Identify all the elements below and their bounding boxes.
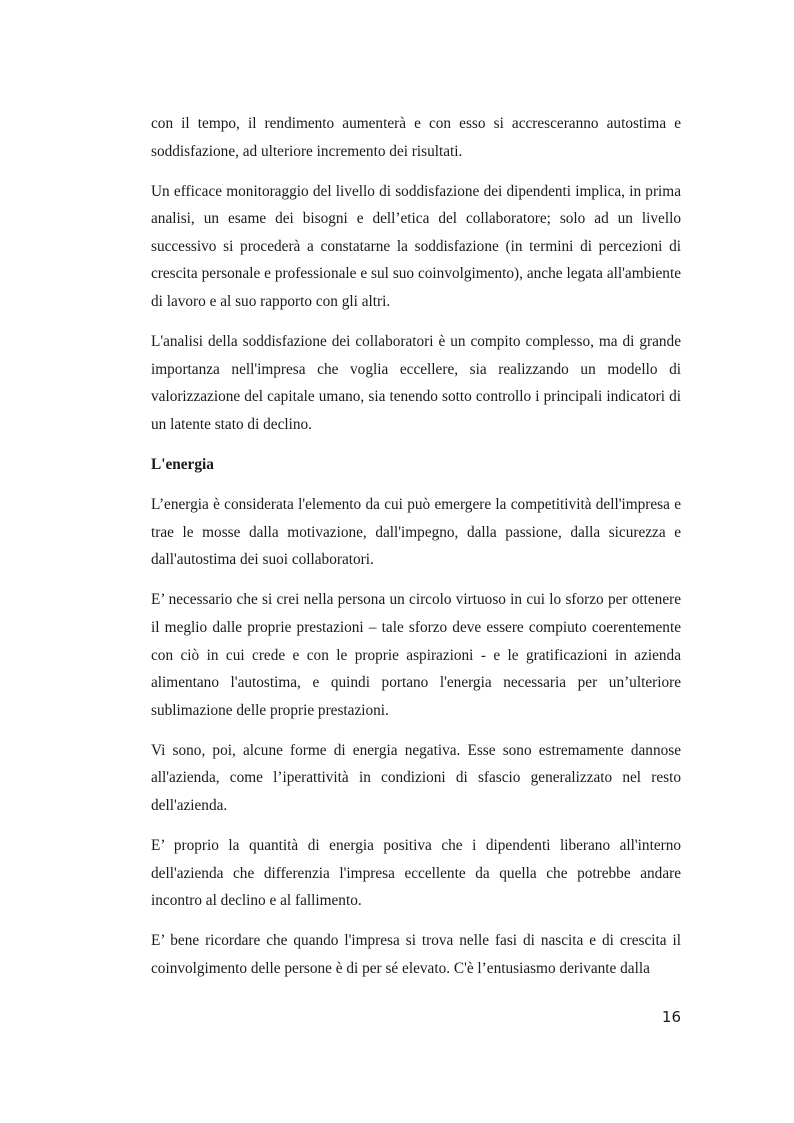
paragraph: Vi sono, poi, alcune forme di energia negativa. Esse sono estremamente dannose all'azienda, come l’iperattività in condizioni di sfascio generalizzato nel resto dell'azienda. — [151, 741, 681, 815]
section-heading: L'energia — [151, 456, 214, 474]
paragraph: L'analisi della soddisfazione dei collaboratori è un compito complesso, ma di grande importanza nell'impresa che voglia eccellere, sia realizzando un modello di valorizzazione del capitale umano, sia tenendo sotto controllo i principali indicatori di un latente stato di declino. — [151, 333, 681, 433]
paragraph: Un efficace monitoraggio del livello di soddisfazione dei dipendenti implica, in prima analisi, un esame dei bisogni e dell’etica del collaboratore; solo ad un livello successivo si procederà a constatarne la soddisfazione (in termini di percezioni di crescita personale e professionale e sul suo coinvolgimento), anche legata all'ambiente di lavoro e al suo rapporto con gli altri. — [151, 182, 681, 311]
paragraph: con il tempo, il rendimento aumenterà e con esso si accresceranno autostima e soddisfazione, ad ulteriore incremento dei risultati. — [151, 115, 681, 160]
paragraph: E’ proprio la quantità di energia positiva che i dipendenti liberano all'interno dell'azienda che differenzia l'impresa eccellente da quella che potrebbe andare incontro al declino e al fallimento. — [151, 837, 681, 910]
paragraph: L’energia è considerata l'elemento da cui può emergere la competitività dell'impresa e trae le mosse dalla motivazione, dall'impegno, dalla passione, dalla sicurezza e dall'autostima dei suoi collaboratori. — [151, 496, 681, 569]
page-number: 16 — [661, 1008, 681, 1026]
document-body — [151, 110, 681, 995]
paragraph: E’ bene ricordare che quando l'impresa si trova nelle fasi di nascita e di crescita il coinvolgimento delle persone è di per sé elevato. C'è l’entusiasmo derivante dalla — [151, 932, 681, 978]
paragraph: E’ necessario che si crei nella persona un circolo virtuoso in cui lo sforzo per ottenere il meglio dalle proprie prestazioni – tale sforzo deve essere compiuto coerentemente con ciò in cui crede e con le proprie aspirazioni - e le gratificazioni in azienda alimentano l'autostima, e quindi portano l'energia necessaria per un’ulteriore sublimazione delle proprie prestazioni. — [151, 591, 681, 719]
